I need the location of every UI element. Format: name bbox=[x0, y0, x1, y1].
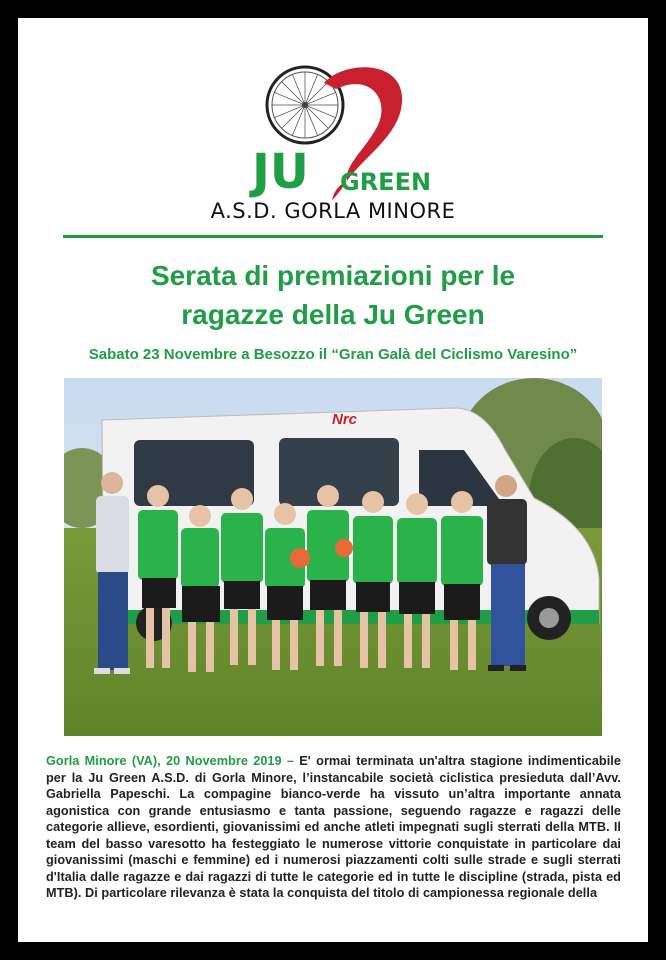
article-title bbox=[58, 256, 608, 334]
van-brand-text: Nrc bbox=[332, 411, 358, 428]
article-lead: Gorla Minore (VA), 20 Novembre 2019 – bbox=[46, 754, 295, 768]
document-page bbox=[18, 18, 648, 942]
divider-line bbox=[63, 235, 603, 238]
article-body bbox=[46, 753, 621, 902]
title-line-1: Serata di premiazioni per le bbox=[150, 260, 516, 291]
team-photo bbox=[64, 378, 602, 736]
article-text: E' ormai terminata un'altra stagione indimenticabile per la Ju Green A.S.D. di Gorla Minore, l’instancabile società ciclistica presieduta dall’Avv. Gabriella Papeschi. La compagine bianco-verde ha vissuto un’altra importante annata agonistica con grande entusiasmo e tanta passione, seguendo ragazze e ragazzi delle categorie allieve, esordienti, giovanissimi ed anche atleti impegnati sugli sterrati della MTB. Il team del basso varesotto ha festeggiato le numerose vittorie conquistate in particolare dai giovanissimi (maschi e femmine) ed i numerosi piazzamenti colti sulle strade e sugli sterrati d'Italia dalle ragazze e dai ragazzi di tutte le categorie ed in tutte le discipline (strada, pista ed MTB). Di particolare rilevanza è stata la conquista del titolo di campionessa regionale della bbox=[46, 754, 621, 900]
title-line-2: ragazze della Ju Green bbox=[181, 299, 485, 330]
logo-subtitle: A.S.D. GORLA MINORE bbox=[210, 199, 456, 223]
article-subtitle: Sabato 23 Novembre a Besozzo il “Gran Galà del Ciclismo Varesino” bbox=[88, 346, 578, 363]
logo-ju-text: JU bbox=[252, 144, 309, 200]
bicycle-wheel-heart-icon bbox=[18, 63, 648, 203]
team-photo-image bbox=[64, 378, 602, 736]
ju-green-logo bbox=[18, 63, 648, 243]
logo-green-text: GREEN bbox=[340, 168, 432, 196]
